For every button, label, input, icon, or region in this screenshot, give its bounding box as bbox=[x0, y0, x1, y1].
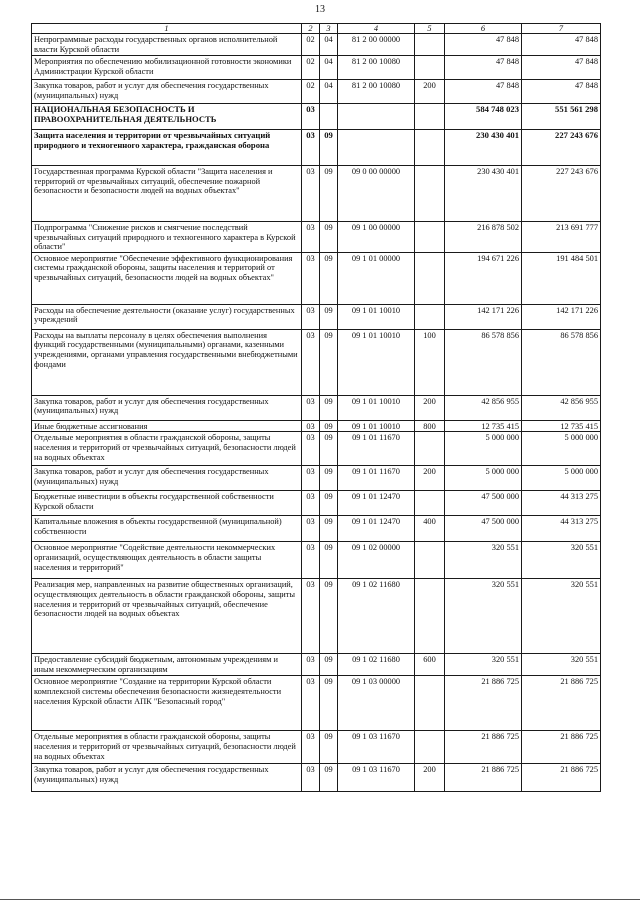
row-expense-type bbox=[415, 731, 445, 764]
row-section-code: 03 bbox=[302, 491, 320, 516]
row-expense-type bbox=[415, 222, 445, 253]
row-amount-2: 44 313 275 bbox=[522, 491, 601, 516]
table-row bbox=[32, 329, 601, 395]
row-subsection-code: 09 bbox=[320, 731, 338, 764]
table-row bbox=[32, 34, 601, 56]
row-expense-type bbox=[415, 432, 445, 466]
column-number: 5 bbox=[415, 24, 445, 34]
column-number: 2 bbox=[302, 24, 320, 34]
row-name: Закупка товаров, работ и услуг для обеспечения государственных (муниципальных) нужд bbox=[32, 466, 302, 491]
row-name: Государственная программа Курской области "Защита населения и территорий от чрезвычайных ситуаций, обеспечение пожарной безопасности и безопасности людей на водных объектах" bbox=[32, 166, 302, 222]
row-subsection-code: 09 bbox=[320, 304, 338, 329]
row-subsection-code: 09 bbox=[320, 432, 338, 466]
row-expense-type bbox=[415, 104, 445, 130]
row-name: Реализация мер, направленных на развитие общественных организаций, осуществляющих деятельность в области гражданской обороны, защиты населения и территорий от чрезвычайных ситуаций, обеспечение безопасности людей на водных объектах bbox=[32, 579, 302, 654]
row-expense-type bbox=[415, 579, 445, 654]
row-subsection-code: 09 bbox=[320, 491, 338, 516]
row-expense-type: 600 bbox=[415, 654, 445, 676]
row-amount-2: 320 551 bbox=[522, 542, 601, 579]
column-number: 3 bbox=[320, 24, 338, 34]
row-target-article: 09 1 01 11670 bbox=[338, 466, 415, 491]
row-subsection-code: 09 bbox=[320, 420, 338, 432]
row-expense-type: 200 bbox=[415, 395, 445, 420]
row-section-code: 03 bbox=[302, 579, 320, 654]
row-amount-2: 142 171 226 bbox=[522, 304, 601, 329]
table-row bbox=[32, 516, 601, 542]
row-amount-1: 320 551 bbox=[445, 654, 522, 676]
row-section-code: 03 bbox=[302, 395, 320, 420]
row-target-article: 09 1 03 00000 bbox=[338, 676, 415, 731]
column-number: 7 bbox=[522, 24, 601, 34]
row-target-article bbox=[338, 130, 415, 166]
column-number-row bbox=[32, 24, 601, 34]
table-row bbox=[32, 432, 601, 466]
row-subsection-code: 09 bbox=[320, 395, 338, 420]
row-amount-2: 86 578 856 bbox=[522, 329, 601, 395]
budget-table bbox=[31, 23, 601, 792]
row-subsection-code: 09 bbox=[320, 252, 338, 304]
row-expense-type bbox=[415, 542, 445, 579]
row-amount-1: 21 886 725 bbox=[445, 731, 522, 764]
row-expense-type: 100 bbox=[415, 329, 445, 395]
row-amount-1: 142 171 226 bbox=[445, 304, 522, 329]
row-expense-type bbox=[415, 304, 445, 329]
row-amount-1: 47 848 bbox=[445, 34, 522, 56]
row-amount-2: 21 886 725 bbox=[522, 764, 601, 792]
row-amount-1: 47 500 000 bbox=[445, 491, 522, 516]
row-amount-1: 42 856 955 bbox=[445, 395, 522, 420]
row-amount-2: 21 886 725 bbox=[522, 731, 601, 764]
row-target-article bbox=[338, 104, 415, 130]
row-name: Закупка товаров, работ и услуг для обеспечения государственных (муниципальных) нужд bbox=[32, 764, 302, 792]
table-row bbox=[32, 252, 601, 304]
row-target-article: 09 1 01 12470 bbox=[338, 516, 415, 542]
row-name: Закупка товаров, работ и услуг для обеспечения государственных (муниципальных) нужд bbox=[32, 395, 302, 420]
row-amount-1: 47 848 bbox=[445, 80, 522, 104]
row-subsection-code bbox=[320, 104, 338, 130]
row-section-code: 03 bbox=[302, 104, 320, 130]
row-amount-2: 191 484 501 bbox=[522, 252, 601, 304]
row-section-code: 03 bbox=[302, 166, 320, 222]
row-expense-type bbox=[415, 130, 445, 166]
table-body bbox=[32, 34, 601, 792]
row-amount-2: 5 000 000 bbox=[522, 432, 601, 466]
row-expense-type: 200 bbox=[415, 764, 445, 792]
row-amount-1: 12 735 415 bbox=[445, 420, 522, 432]
row-target-article: 09 1 03 11670 bbox=[338, 764, 415, 792]
row-amount-1: 47 848 bbox=[445, 56, 522, 80]
row-amount-1: 216 878 502 bbox=[445, 222, 522, 253]
table-row bbox=[32, 466, 601, 491]
row-section-code: 02 bbox=[302, 80, 320, 104]
row-amount-1: 86 578 856 bbox=[445, 329, 522, 395]
row-name: Непрограммные расходы государственных органов исполнительной власти Курской области bbox=[32, 34, 302, 56]
row-target-article: 09 1 00 00000 bbox=[338, 222, 415, 253]
row-expense-type: 800 bbox=[415, 420, 445, 432]
table-row bbox=[32, 80, 601, 104]
table-row bbox=[32, 579, 601, 654]
row-subsection-code: 09 bbox=[320, 166, 338, 222]
row-subsection-code: 04 bbox=[320, 80, 338, 104]
row-amount-2: 42 856 955 bbox=[522, 395, 601, 420]
column-number: 1 bbox=[32, 24, 302, 34]
row-name: Предоставление субсидий бюджетным, автономным учреждениям и иным некоммерческим организациям bbox=[32, 654, 302, 676]
row-section-code: 03 bbox=[302, 731, 320, 764]
row-name: Отдельные мероприятия в области гражданской обороны, защиты населения и территорий от чрезвычайных ситуаций, безопасности людей на водных объектах bbox=[32, 432, 302, 466]
row-target-article: 09 1 01 10010 bbox=[338, 329, 415, 395]
row-section-code: 02 bbox=[302, 34, 320, 56]
row-amount-1: 584 748 023 bbox=[445, 104, 522, 130]
row-name: Расходы на обеспечение деятельности (оказание услуг) государственных учреждений bbox=[32, 304, 302, 329]
row-name: Основное мероприятие "Создание на территории Курской области комплексной системы обеспечения безопасности жизнедеятельности населения Курской области АПК "Безопасный город" bbox=[32, 676, 302, 731]
table-row bbox=[32, 731, 601, 764]
row-amount-1: 230 430 401 bbox=[445, 166, 522, 222]
row-target-article: 09 1 01 10010 bbox=[338, 304, 415, 329]
row-section-code: 03 bbox=[302, 676, 320, 731]
row-amount-2: 227 243 676 bbox=[522, 166, 601, 222]
table-row bbox=[32, 420, 601, 432]
row-name: Бюджетные инвестиции в объекты государственной собственности Курской области bbox=[32, 491, 302, 516]
table-row bbox=[32, 166, 601, 222]
row-amount-1: 21 886 725 bbox=[445, 764, 522, 792]
row-amount-1: 194 671 226 bbox=[445, 252, 522, 304]
row-subsection-code: 09 bbox=[320, 676, 338, 731]
row-name: Защита населения и территории от чрезвычайных ситуаций природного и техногенного характера, гражданская оборона bbox=[32, 130, 302, 166]
row-amount-2: 551 561 298 bbox=[522, 104, 601, 130]
row-subsection-code: 04 bbox=[320, 56, 338, 80]
row-subsection-code: 09 bbox=[320, 579, 338, 654]
row-section-code: 03 bbox=[302, 222, 320, 253]
column-number: 6 bbox=[445, 24, 522, 34]
page-bottom-rule bbox=[0, 899, 640, 900]
row-section-code: 03 bbox=[302, 304, 320, 329]
row-name: Закупка товаров, работ и услуг для обеспечения государственных (муниципальных) нужд bbox=[32, 80, 302, 104]
row-expense-type: 200 bbox=[415, 80, 445, 104]
row-subsection-code: 09 bbox=[320, 466, 338, 491]
row-expense-type bbox=[415, 34, 445, 56]
row-amount-1: 230 430 401 bbox=[445, 130, 522, 166]
row-expense-type bbox=[415, 56, 445, 80]
table-row bbox=[32, 491, 601, 516]
row-subsection-code: 09 bbox=[320, 329, 338, 395]
row-amount-1: 47 500 000 bbox=[445, 516, 522, 542]
row-name: Основное мероприятие "Содействие деятельности некоммерческих организаций, осуществляющих деятельность в области защиты населения и территорий" bbox=[32, 542, 302, 579]
page-number: 13 bbox=[315, 4, 325, 15]
row-target-article: 09 1 02 11680 bbox=[338, 579, 415, 654]
row-target-article: 09 0 00 00000 bbox=[338, 166, 415, 222]
row-subsection-code: 09 bbox=[320, 130, 338, 166]
row-section-code: 03 bbox=[302, 130, 320, 166]
row-section-code: 03 bbox=[302, 432, 320, 466]
row-amount-2: 47 848 bbox=[522, 34, 601, 56]
table-row bbox=[32, 654, 601, 676]
row-amount-2: 5 000 000 bbox=[522, 466, 601, 491]
row-amount-2: 47 848 bbox=[522, 80, 601, 104]
row-subsection-code: 09 bbox=[320, 516, 338, 542]
table-row bbox=[32, 395, 601, 420]
row-amount-2: 21 886 725 bbox=[522, 676, 601, 731]
row-amount-2: 320 551 bbox=[522, 579, 601, 654]
row-amount-1: 21 886 725 bbox=[445, 676, 522, 731]
row-amount-2: 12 735 415 bbox=[522, 420, 601, 432]
row-section-code: 03 bbox=[302, 654, 320, 676]
row-expense-type: 400 bbox=[415, 516, 445, 542]
row-amount-1: 5 000 000 bbox=[445, 466, 522, 491]
row-name: НАЦИОНАЛЬНАЯ БЕЗОПАСНОСТЬ И ПРАВООХРАНИТЕЛЬНАЯ ДЕЯТЕЛЬНОСТЬ bbox=[32, 104, 302, 130]
row-target-article: 09 1 01 10010 bbox=[338, 420, 415, 432]
row-section-code: 02 bbox=[302, 56, 320, 80]
row-name: Мероприятия по обеспечению мобилизационной готовности экономики Администрации Курской области bbox=[32, 56, 302, 80]
row-target-article: 09 1 01 00000 bbox=[338, 252, 415, 304]
row-section-code: 03 bbox=[302, 466, 320, 491]
row-amount-2: 213 691 777 bbox=[522, 222, 601, 253]
row-name: Капитальные вложения в объекты государственной (муниципальной) собственности bbox=[32, 516, 302, 542]
row-section-code: 03 bbox=[302, 516, 320, 542]
row-amount-2: 44 313 275 bbox=[522, 516, 601, 542]
row-amount-2: 227 243 676 bbox=[522, 130, 601, 166]
row-subsection-code: 09 bbox=[320, 764, 338, 792]
table-row bbox=[32, 676, 601, 731]
row-name: Иные бюджетные ассигнования bbox=[32, 420, 302, 432]
row-target-article: 09 1 01 11670 bbox=[338, 432, 415, 466]
row-expense-type bbox=[415, 166, 445, 222]
table-row bbox=[32, 304, 601, 329]
table-row bbox=[32, 56, 601, 80]
row-name: Расходы на выплаты персоналу в целях обеспечения выполнения функций государственными (муниципальными) органами, казенными учреждениями, органами управления государственными внебюджетными фондами bbox=[32, 329, 302, 395]
row-target-article: 81 2 00 10080 bbox=[338, 80, 415, 104]
row-subsection-code: 04 bbox=[320, 34, 338, 56]
row-expense-type bbox=[415, 252, 445, 304]
row-subsection-code: 09 bbox=[320, 542, 338, 579]
row-subsection-code: 09 bbox=[320, 222, 338, 253]
row-target-article: 09 1 02 11680 bbox=[338, 654, 415, 676]
row-target-article: 09 1 01 12470 bbox=[338, 491, 415, 516]
row-target-article: 81 2 00 00000 bbox=[338, 34, 415, 56]
row-expense-type: 200 bbox=[415, 466, 445, 491]
row-amount-1: 320 551 bbox=[445, 579, 522, 654]
row-expense-type bbox=[415, 491, 445, 516]
row-target-article: 09 1 02 00000 bbox=[338, 542, 415, 579]
table-row bbox=[32, 104, 601, 130]
row-expense-type bbox=[415, 676, 445, 731]
row-target-article: 09 1 03 11670 bbox=[338, 731, 415, 764]
row-target-article: 81 2 00 10080 bbox=[338, 56, 415, 80]
row-amount-2: 47 848 bbox=[522, 56, 601, 80]
table-row bbox=[32, 764, 601, 792]
row-subsection-code: 09 bbox=[320, 654, 338, 676]
row-section-code: 03 bbox=[302, 420, 320, 432]
row-section-code: 03 bbox=[302, 329, 320, 395]
row-name: Подпрограмма "Снижение рисков и смягчение последствий чрезвычайных ситуаций природного и техногенного характера в Курской области" bbox=[32, 222, 302, 253]
row-target-article: 09 1 01 10010 bbox=[338, 395, 415, 420]
column-number: 4 bbox=[338, 24, 415, 34]
row-name: Отдельные мероприятия в области гражданской обороны, защиты населения и территорий от чрезвычайных ситуаций, безопасности людей на водных объектах bbox=[32, 731, 302, 764]
table-row bbox=[32, 222, 601, 253]
row-amount-1: 320 551 bbox=[445, 542, 522, 579]
row-section-code: 03 bbox=[302, 542, 320, 579]
row-section-code: 03 bbox=[302, 252, 320, 304]
row-name: Основное мероприятие "Обеспечение эффективного функционирования системы гражданской обороны, защиты населения и территорий от чрезвычайных ситуаций, безопасности людей на водных объектах" bbox=[32, 252, 302, 304]
row-amount-1: 5 000 000 bbox=[445, 432, 522, 466]
table-row bbox=[32, 542, 601, 579]
row-amount-2: 320 551 bbox=[522, 654, 601, 676]
table-row bbox=[32, 130, 601, 166]
row-section-code: 03 bbox=[302, 764, 320, 792]
